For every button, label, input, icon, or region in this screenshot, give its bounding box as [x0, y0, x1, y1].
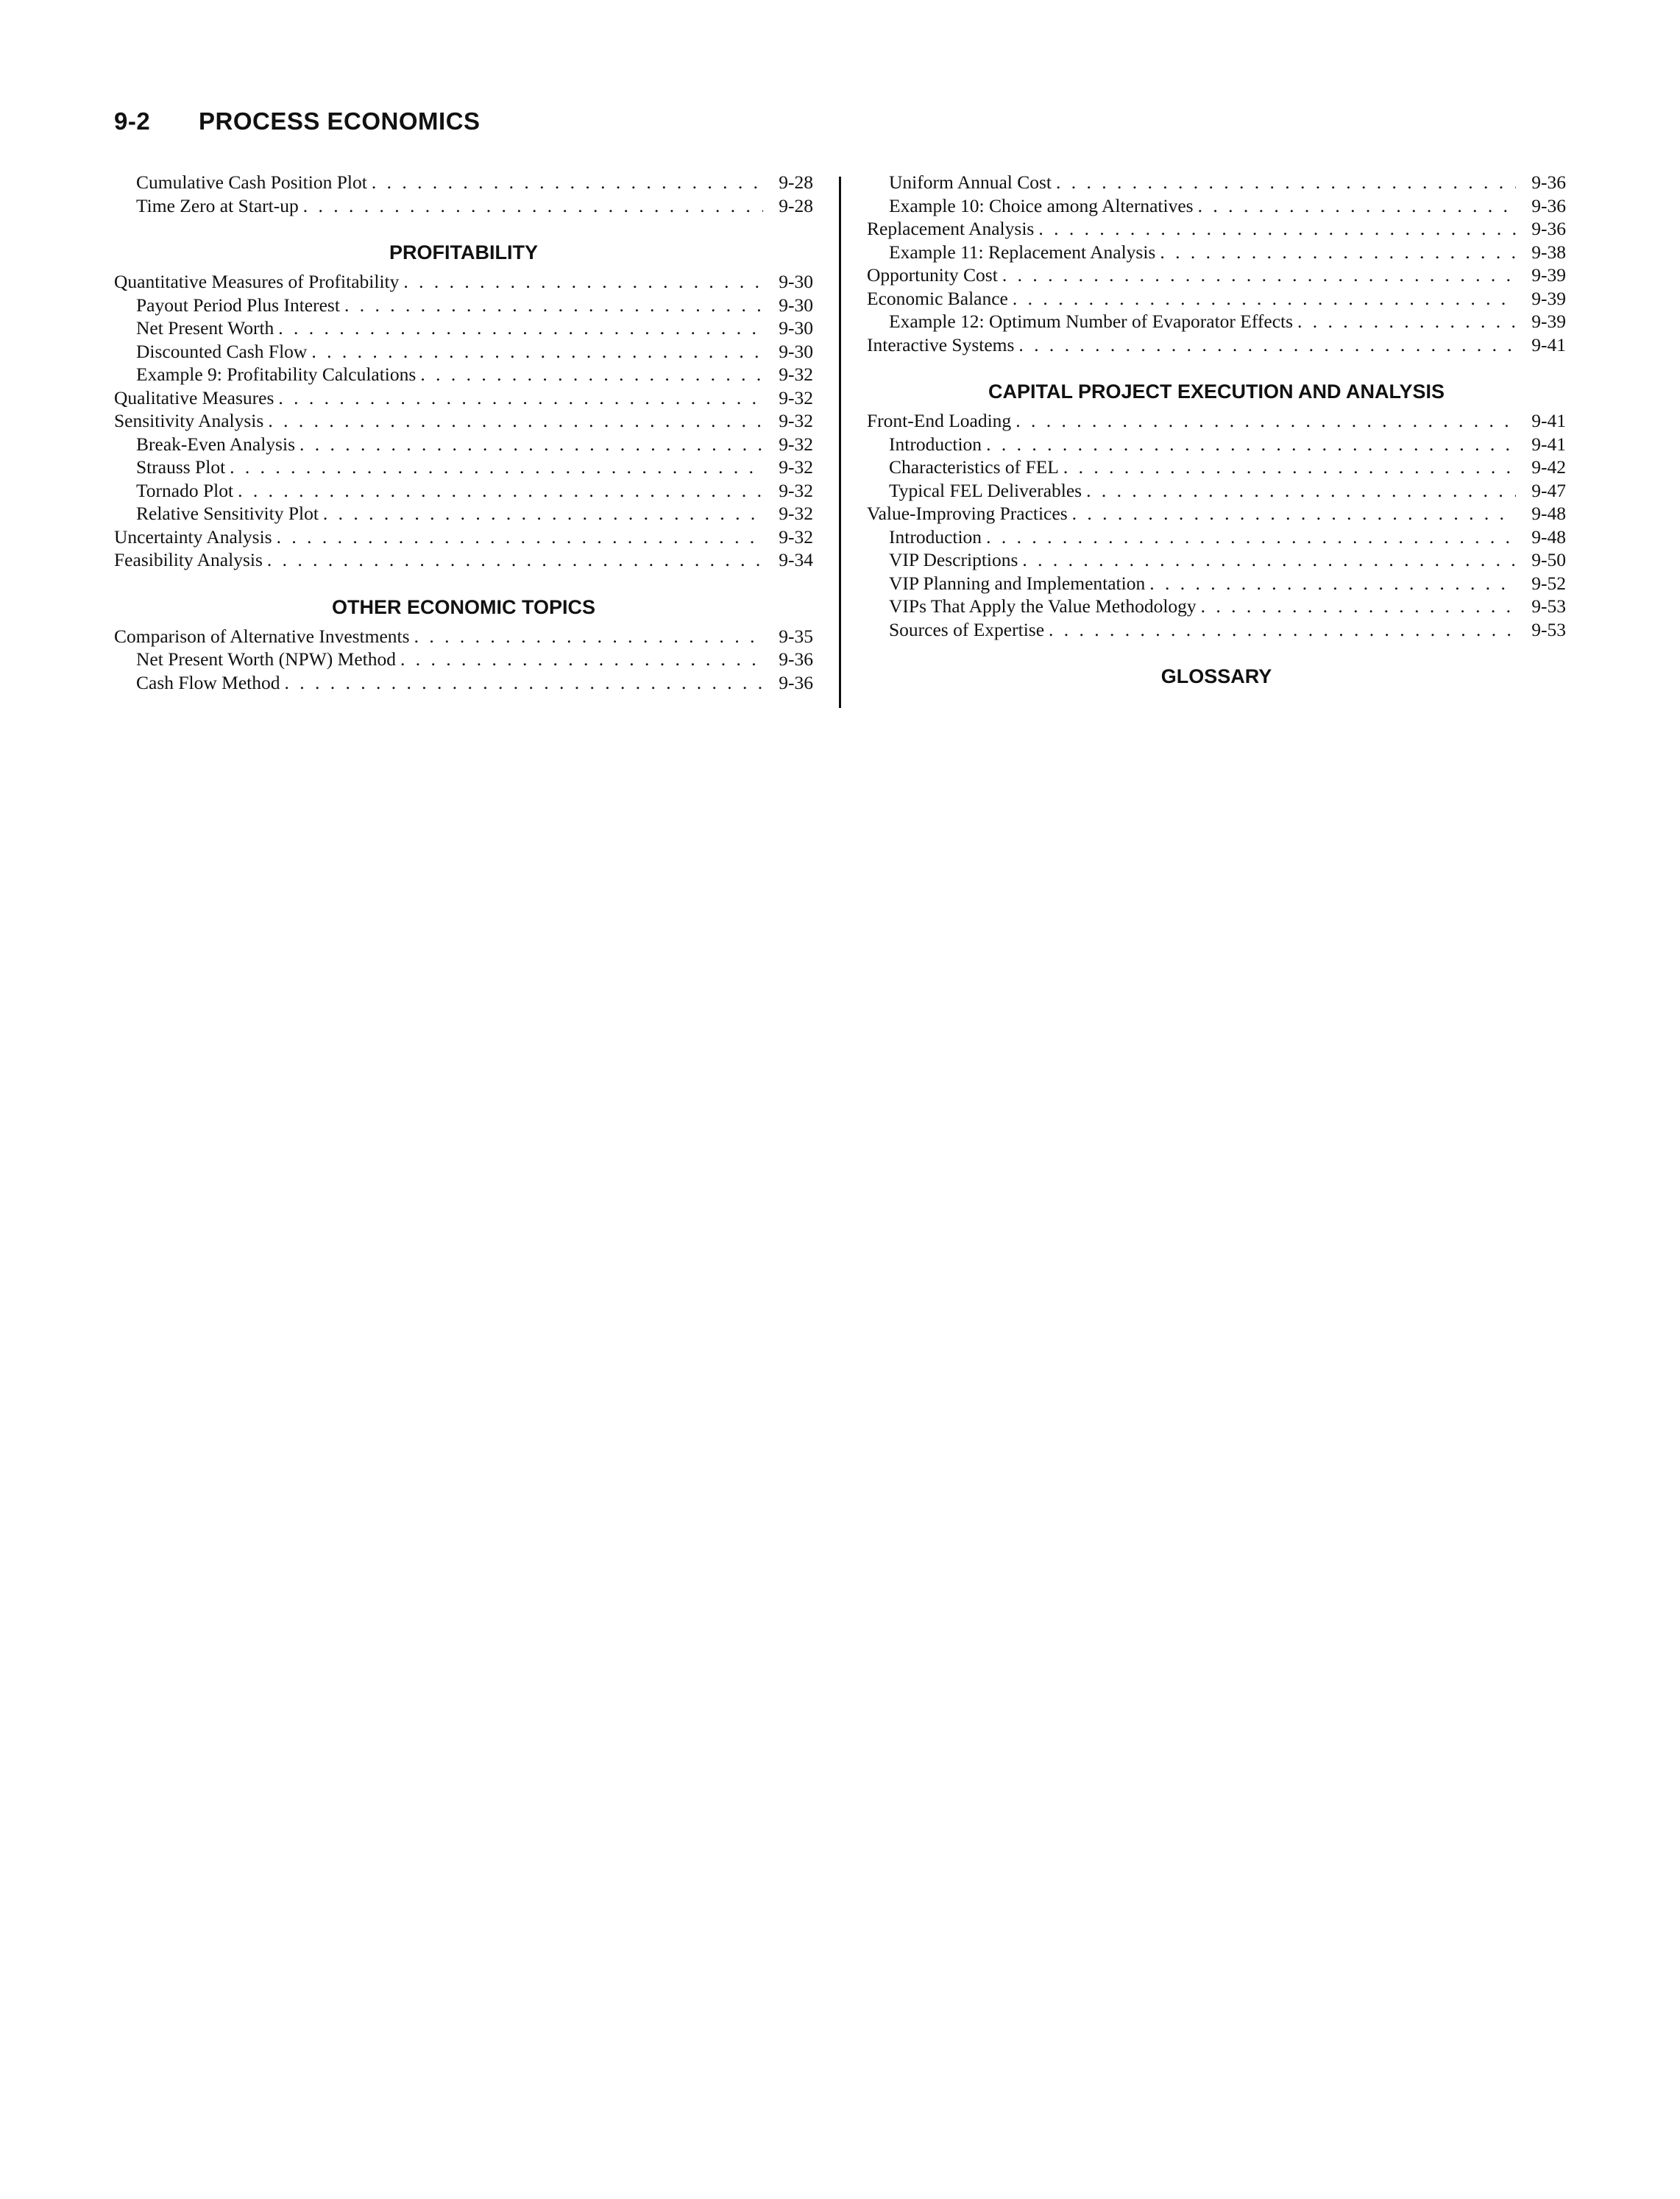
- toc-entry[interactable]: [867, 433, 1566, 456]
- dot-leader: [238, 479, 763, 503]
- column-divider: [839, 177, 841, 708]
- toc-entry-page: 9-48: [1531, 503, 1566, 524]
- dot-leader: [278, 386, 763, 410]
- toc-entry[interactable]: [867, 287, 1566, 311]
- toc-entry-page: 9-32: [779, 503, 813, 524]
- toc-entry-page: 9-36: [779, 648, 813, 670]
- dot-leader: [267, 548, 763, 572]
- toc-entry[interactable]: [114, 648, 813, 671]
- dot-leader: [285, 671, 763, 695]
- toc-entry-title: Cumulative Cash Position Plot: [136, 171, 367, 193]
- toc-entry-title: Uncertainty Analysis: [114, 525, 272, 548]
- dot-leader: [403, 270, 763, 294]
- toc-entry-title: Tornado Plot: [136, 479, 234, 501]
- toc-entry-title: Introduction: [889, 433, 982, 455]
- dot-leader: [268, 409, 763, 433]
- toc-entry[interactable]: [867, 479, 1566, 503]
- dot-leader: [1160, 241, 1516, 264]
- toc-entry[interactable]: [867, 525, 1566, 549]
- toc-entry[interactable]: [867, 548, 1566, 572]
- toc-entry[interactable]: [114, 294, 813, 317]
- toc-entry[interactable]: [867, 595, 1566, 618]
- toc-entry[interactable]: [867, 456, 1566, 479]
- dot-leader: [986, 433, 1516, 456]
- section-heading-capital-project: CAPITAL PROJECT EXECUTION AND ANALYSIS: [988, 380, 1445, 403]
- dot-leader: [1201, 595, 1516, 618]
- dot-leader: [414, 625, 763, 648]
- toc-entry-page: 9-30: [779, 294, 813, 316]
- toc-entry-page: 9-30: [779, 340, 813, 362]
- toc-entry[interactable]: [114, 340, 813, 364]
- toc-entry[interactable]: [114, 270, 813, 294]
- toc-entry-page: 9-35: [779, 625, 813, 647]
- toc-entry-page: 9-28: [779, 171, 813, 193]
- toc-entry-title: Replacement Analysis: [867, 218, 1035, 239]
- toc-entry-title: Typical FEL Deliverables: [889, 479, 1082, 501]
- toc-entry-page: 9-53: [1531, 618, 1566, 640]
- dot-leader: [1086, 479, 1516, 503]
- toc-entry[interactable]: [867, 171, 1566, 194]
- toc-entry[interactable]: [114, 502, 813, 525]
- section-heading-glossary[interactable]: GLOSSARY: [1160, 665, 1272, 687]
- toc-entry-page: 9-32: [779, 410, 813, 431]
- toc-entry-page: 9-48: [1531, 525, 1566, 548]
- dot-leader: [311, 340, 763, 364]
- toc-entry-title: VIP Planning and Implementation: [889, 572, 1146, 594]
- toc-entry-page: 9-34: [779, 549, 813, 570]
- toc-entry[interactable]: [867, 572, 1566, 595]
- toc-entry-title: Example 9: Profitability Calculations: [136, 364, 417, 385]
- toc-entry-title: Relative Sensitivity Plot: [136, 503, 319, 524]
- toc-entry[interactable]: [114, 409, 813, 433]
- dot-leader: [230, 456, 763, 479]
- toc-entry-title: Example 11: Replacement Analysis: [889, 241, 1156, 263]
- toc-entry-title: Time Zero at Start-up: [136, 194, 299, 216]
- dot-leader: [1016, 409, 1516, 433]
- toc-entry-title: Comparison of Alternative Investments: [114, 625, 410, 647]
- toc-entry-page: 9-53: [1531, 595, 1566, 617]
- toc-entry-page: 9-32: [779, 364, 813, 385]
- toc-entry-page: 9-41: [1531, 433, 1566, 455]
- toc-entry-title: Net Present Worth: [136, 317, 274, 339]
- toc-entry[interactable]: [867, 263, 1566, 287]
- toc-entry-title: Cash Flow Method: [136, 671, 280, 693]
- toc-entry-page: 9-36: [1531, 218, 1566, 239]
- toc-entry-page: 9-30: [779, 271, 813, 292]
- toc-entry-page: 9-32: [779, 456, 813, 478]
- dot-leader: [344, 294, 763, 317]
- toc-entry-page: 9-50: [1531, 549, 1566, 570]
- dot-leader: [1022, 548, 1516, 572]
- toc-entry-page: 9-32: [779, 433, 813, 455]
- toc-entry[interactable]: [114, 316, 813, 340]
- dot-leader: [300, 433, 763, 456]
- toc-entry[interactable]: [867, 618, 1566, 642]
- toc-entry-page: 9-36: [1531, 171, 1566, 193]
- toc-entry-page: 9-47: [1531, 479, 1566, 501]
- toc-entry-title: Strauss Plot: [136, 456, 226, 478]
- dot-leader: [986, 525, 1516, 549]
- toc-entry-page: 9-39: [1531, 264, 1566, 286]
- toc-entry[interactable]: [114, 456, 813, 479]
- toc-entry[interactable]: [114, 171, 813, 194]
- toc-entry-page: 9-41: [1531, 410, 1566, 431]
- page-header: [114, 107, 481, 135]
- toc-entry-title: Feasibility Analysis: [114, 549, 263, 570]
- toc-entry[interactable]: [114, 479, 813, 503]
- toc-entry-title: Net Present Worth (NPW) Method: [136, 648, 397, 670]
- toc-entry[interactable]: [114, 363, 813, 386]
- dot-leader: [1056, 171, 1516, 194]
- dot-leader: [420, 363, 763, 386]
- toc-entry[interactable]: [114, 386, 813, 410]
- toc-entry-title: Break-Even Analysis: [136, 433, 295, 455]
- toc-entry-title: Qualitative Measures: [114, 386, 274, 408]
- toc-entry-page: 9-36: [779, 671, 813, 693]
- toc-entry-title: Economic Balance: [867, 287, 1008, 309]
- dot-leader: [1297, 310, 1516, 333]
- toc-entry-page: 9-32: [779, 479, 813, 501]
- toc-entry-title: Value-Improving Practices: [867, 503, 1068, 524]
- toc-entry[interactable]: [114, 433, 813, 456]
- dot-leader: [400, 648, 763, 671]
- toc-entry-page: 9-42: [1531, 456, 1566, 478]
- toc-right-column: [867, 171, 1566, 690]
- dot-leader: [1072, 502, 1516, 525]
- toc-entry[interactable]: [867, 333, 1566, 357]
- toc-entry-page: 9-32: [779, 386, 813, 408]
- dot-leader: [1002, 263, 1516, 287]
- toc-entry-title: Introduction: [889, 525, 982, 548]
- dot-leader: [372, 171, 763, 194]
- dot-leader: [1149, 572, 1516, 595]
- toc-entry-title: Sensitivity Analysis: [114, 410, 264, 431]
- toc-entry[interactable]: [114, 625, 813, 648]
- toc-entry-title: Example 12: Optimum Number of Evaporator Effects: [889, 311, 1294, 332]
- toc-entry-title: Quantitative Measures of Profitability: [114, 271, 400, 292]
- toc-entry[interactable]: [867, 217, 1566, 241]
- dot-leader: [1018, 333, 1516, 357]
- section-heading-other-economic-topics: OTHER ECONOMIC TOPICS: [331, 595, 596, 618]
- toc-entry-title: VIP Descriptions: [889, 549, 1018, 570]
- toc-entry-title: Front-End Loading: [867, 410, 1012, 431]
- toc-entry-title: Payout Period Plus Interest: [136, 294, 340, 316]
- toc-entry[interactable]: [867, 310, 1566, 333]
- toc-entry-page: 9-30: [779, 317, 813, 339]
- toc-entry-page: 9-38: [1531, 241, 1566, 263]
- toc-entry-page: 9-52: [1531, 572, 1566, 594]
- dot-leader: [278, 316, 763, 340]
- toc-entry-title: Sources of Expertise: [889, 618, 1045, 640]
- toc-entry[interactable]: [867, 409, 1566, 433]
- toc-entry-title: Uniform Annual Cost: [889, 171, 1052, 193]
- toc-entry-title: Discounted Cash Flow: [136, 340, 308, 362]
- dot-leader: [1198, 194, 1516, 218]
- dot-leader: [303, 194, 763, 218]
- dot-leader: [1038, 217, 1516, 241]
- toc-entry-title: Opportunity Cost: [867, 264, 998, 286]
- toc-entry-page: 9-28: [779, 194, 813, 216]
- toc-entry-title: Characteristics of FEL: [889, 456, 1059, 478]
- toc-entry[interactable]: [114, 548, 813, 572]
- toc-entry[interactable]: [867, 241, 1566, 264]
- toc-entry[interactable]: [114, 194, 813, 218]
- dot-leader: [1013, 287, 1516, 311]
- toc-left-column: [114, 171, 813, 694]
- toc-entry-page: 9-41: [1531, 333, 1566, 355]
- toc-entry-page: 9-39: [1531, 287, 1566, 309]
- dot-leader: [323, 502, 763, 525]
- toc-entry-page: 9-32: [779, 525, 813, 548]
- toc-entry[interactable]: [867, 194, 1566, 218]
- dot-leader: [1063, 456, 1516, 479]
- toc-entry[interactable]: [114, 525, 813, 549]
- dot-leader: [277, 525, 763, 549]
- section-heading-profitability: PROFITABILITY: [389, 241, 538, 263]
- toc-entry-page: 9-36: [1531, 194, 1566, 216]
- dot-leader: [1049, 618, 1516, 642]
- toc-entry-title: Interactive Systems: [867, 333, 1015, 355]
- toc-entry-page: 9-39: [1531, 311, 1566, 332]
- page-number: 9-2: [114, 107, 151, 135]
- toc-entry-title: VIPs That Apply the Value Methodology: [889, 595, 1197, 617]
- toc-entry[interactable]: [114, 671, 813, 695]
- toc-entry[interactable]: [867, 502, 1566, 525]
- toc-entry-title: Example 10: Choice among Alternatives: [889, 194, 1194, 216]
- chapter-title: PROCESS ECONOMICS: [199, 107, 481, 135]
